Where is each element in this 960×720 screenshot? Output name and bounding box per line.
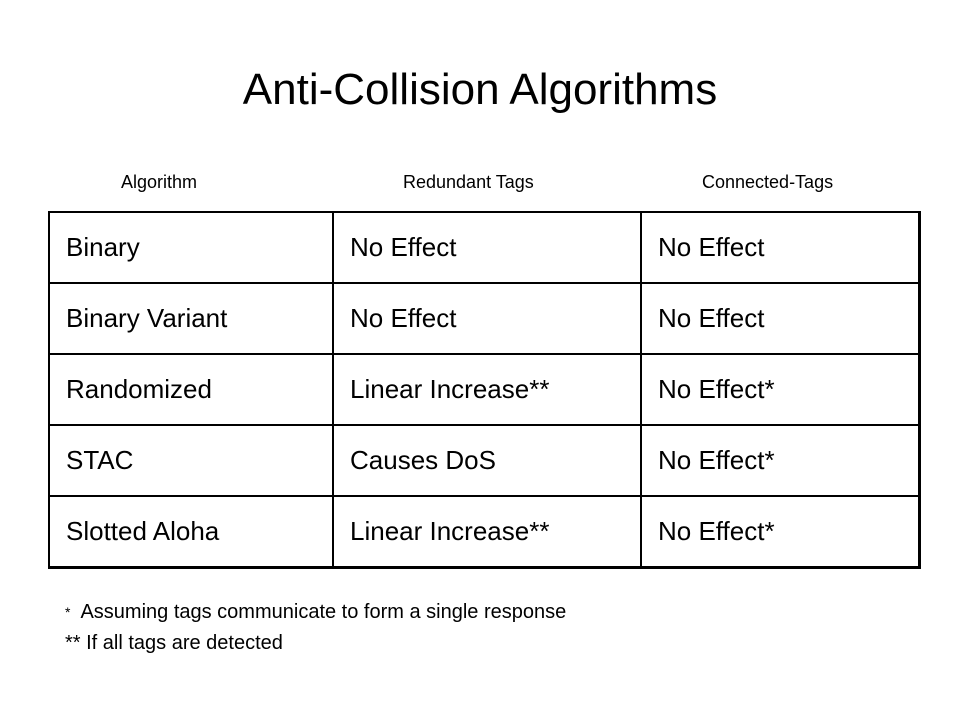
table-cell-algorithm: Binary Variant	[49, 283, 333, 354]
slide-title: Anti-Collision Algorithms	[242, 65, 718, 114]
table-cell-connected-tags: No Effect	[641, 283, 919, 354]
footnote-marker: *	[65, 604, 71, 620]
column-header-connected-tags: Connected-Tags	[702, 172, 834, 192]
footnote-double-asterisk: ** If all tags are detected	[65, 632, 283, 654]
table-cell-algorithm: Slotted Aloha	[49, 496, 333, 568]
footnote-single-asterisk	[65, 600, 566, 624]
table-cell-redundant-tags: No Effect	[333, 283, 641, 354]
table-cell-connected-tags: No Effect*	[641, 496, 919, 568]
table-cell-redundant-tags: Causes DoS	[333, 425, 641, 496]
table-cell-algorithm: STAC	[49, 425, 333, 496]
table-row	[49, 354, 919, 425]
table-row	[49, 212, 919, 283]
column-header-algorithm: Algorithm	[121, 172, 198, 192]
table-cell-connected-tags: No Effect	[641, 212, 919, 283]
table-cell-algorithm: Binary	[49, 212, 333, 283]
table-row	[49, 425, 919, 496]
table-cell-connected-tags: No Effect*	[641, 425, 919, 496]
table-cell-algorithm: Randomized	[49, 354, 333, 425]
comparison-table	[48, 211, 921, 569]
table-cell-redundant-tags: Linear Increase**	[333, 354, 641, 425]
table-cell-redundant-tags: No Effect	[333, 212, 641, 283]
table-row	[49, 283, 919, 354]
table-row	[49, 496, 919, 568]
column-header-redundant-tags: Redundant Tags	[403, 172, 534, 192]
table-cell-connected-tags: No Effect*	[641, 354, 919, 425]
table-cell-redundant-tags: Linear Increase**	[333, 496, 641, 568]
footnote-text: Assuming tags communicate to form a single response	[80, 601, 567, 623]
